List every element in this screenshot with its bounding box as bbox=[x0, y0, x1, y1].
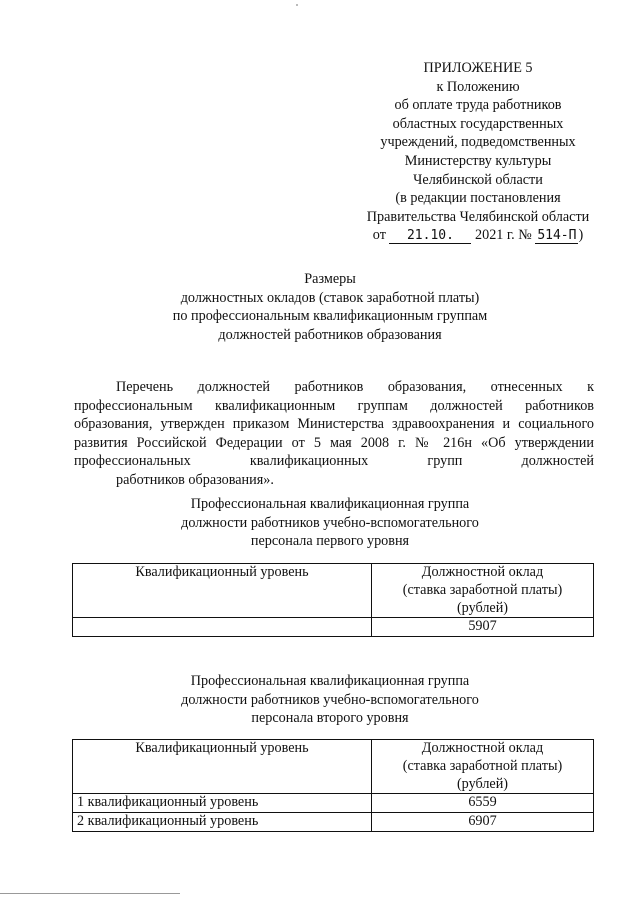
table-row bbox=[73, 618, 594, 637]
closing-paren: ) bbox=[578, 227, 584, 244]
cell-level bbox=[73, 618, 372, 637]
title-line: должностных окладов (ставок заработной платы) bbox=[180, 289, 480, 306]
cell-salary: 5907 bbox=[372, 618, 594, 637]
resolution-date-line bbox=[330, 226, 626, 245]
intro-text bbox=[74, 378, 594, 490]
header-salary-line: (ставка заработной платы) bbox=[402, 757, 563, 774]
appendix-header bbox=[330, 59, 626, 245]
appendix-line: Челябинской области bbox=[413, 171, 543, 188]
header-qualification-level: Квалификационный уровень bbox=[73, 740, 372, 794]
appendix-line: Министерству культуры bbox=[404, 152, 552, 169]
appendix-title: ПРИЛОЖЕНИЕ 5 bbox=[423, 60, 533, 76]
appendix-line: Правительства Челябинской области bbox=[366, 208, 590, 225]
title-line: по профессиональным квалификационным группам bbox=[172, 308, 488, 325]
table-row bbox=[73, 813, 594, 832]
appendix-line: к Положению bbox=[436, 78, 520, 95]
appendix-line: учреждений, подведомственных bbox=[380, 134, 576, 151]
header-salary-line: Должностной оклад bbox=[421, 740, 544, 756]
group-title-line: должности работников учебно-вспомогательного bbox=[181, 691, 479, 708]
intro-text-main: Перечень должностей работников образования, отнесенных к профессиональным квалификационным группам должностей работников образования, утвержден приказом Министерства здравоохранения и социального развития Российской Федерации от 5 мая 2008 г. № 216н «Об утверждении профессиональных квалификационных групп должностей bbox=[74, 379, 594, 470]
title-line: Размеры bbox=[304, 271, 356, 287]
intro-text-last: работников образования». bbox=[116, 471, 274, 488]
header-salary bbox=[372, 564, 594, 618]
date-year: 2021 г. № bbox=[475, 227, 532, 244]
appendix-line: областных государственных bbox=[392, 115, 564, 132]
resolution-date: 21.10. bbox=[389, 228, 471, 244]
header-salary-line: Должностной оклад bbox=[421, 564, 544, 580]
salary-table-first-level bbox=[72, 563, 594, 637]
group-title-line: должности работников учебно-вспомогательного bbox=[181, 514, 479, 531]
cell-level: 2 квалификационный уровень bbox=[73, 813, 372, 832]
appendix-line: (в редакции постановления bbox=[395, 190, 561, 207]
header-salary-line: (рублей) bbox=[456, 775, 509, 792]
group-title-line: Профессиональная квалификационная группа bbox=[190, 673, 470, 689]
table-header-row bbox=[73, 564, 594, 618]
title-line: должностей работников образования bbox=[218, 326, 442, 343]
group-title-second-level bbox=[60, 672, 600, 728]
document-title bbox=[60, 270, 600, 344]
cell-level: 1 квалификационный уровень bbox=[73, 794, 372, 813]
header-salary-line: (рублей) bbox=[456, 599, 509, 616]
scan-artifact bbox=[296, 4, 298, 6]
cell-salary: 6907 bbox=[372, 813, 594, 832]
header-qualification-level: Квалификационный уровень bbox=[73, 564, 372, 618]
cell-salary: 6559 bbox=[372, 794, 594, 813]
date-prefix: от bbox=[372, 227, 386, 244]
group-title-line: персонала второго уровня bbox=[251, 710, 409, 727]
group-title-line: Профессиональная квалификационная группа bbox=[190, 496, 470, 512]
table-row bbox=[73, 794, 594, 813]
header-salary-line: (ставка заработной платы) bbox=[402, 581, 563, 598]
group-title-first-level bbox=[60, 495, 600, 551]
resolution-number: 514-П bbox=[537, 228, 577, 244]
salary-table-second-level bbox=[72, 739, 594, 832]
header-salary bbox=[372, 740, 594, 794]
footer-rule bbox=[0, 893, 180, 894]
intro-paragraph bbox=[74, 378, 594, 490]
group-title-line: персонала первого уровня bbox=[250, 533, 410, 550]
appendix-line: об оплате труда работников bbox=[394, 97, 562, 114]
table-header-row bbox=[73, 740, 594, 794]
